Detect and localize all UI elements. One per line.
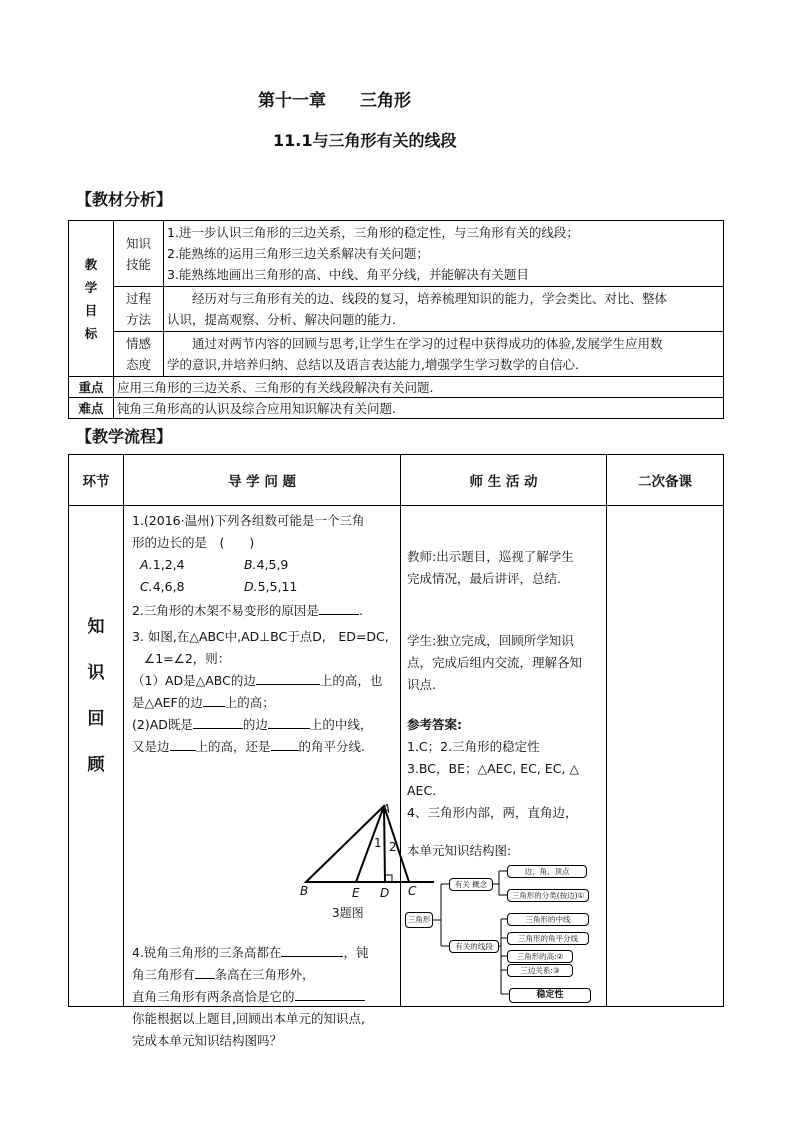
structure-root: 三角形 [405, 912, 433, 928]
fig-label-b: B [300, 884, 309, 898]
fig-label-e: E [352, 886, 360, 900]
process-label: 过程 方法 [114, 287, 164, 332]
key-text: 应用三角形的三边关系、三角形的有关线段解决有关问题. [114, 377, 724, 398]
header-stage: 环节 [69, 455, 124, 506]
activities-cell [401, 506, 607, 1007]
structure-heading: 本单元知识结构图: [407, 843, 512, 858]
knowledge-text: 1.进一步认识三角形的三边关系，三角形的稳定性，与三角形有关的线段； 2.能熟练的运用三角形三边关系解决有关问题； 3.能熟练地画出三角形的高、中线、角平分线，并能解决有关题目 [164, 221, 724, 287]
flow-table [68, 454, 724, 1048]
option-c: C.4,6,8 [140, 579, 185, 594]
flow-heading: 【教学流程】 [76, 427, 173, 446]
reference-answers: 参考答案: 1.C；2.三角形的稳定性 3.BC，BE；△AEC, EC, EC, △ AEC. 4、三角形内部，两，直角边， [407, 717, 579, 820]
structure-stability: 稳定性 [509, 988, 591, 1003]
fig-angle-2: 2 [389, 840, 397, 854]
analysis-heading: 【教材分析】 [76, 190, 173, 209]
attitude-text: 通过对两节内容的回顾与思考,让学生在学习的过程中获得成功的体验,发展学生应用数 学的意识,并培养归纳、总结以及语言表达能力,增强学生学习数学的自信心. [164, 332, 724, 377]
question-1: 1.(2016·温州)下列各组数可能是一个三角 形的边长的是 ( ) A.1,2,4 B.4,5,9 C.4,6,8 D.5,5,11 [132, 510, 364, 598]
knowledge-label: 知识 技能 [114, 221, 164, 287]
structure-median: 三角形的中线 [507, 913, 589, 926]
teacher-activity: 教师:出示题目，巡视了解学生 完成情况，最后讲评，总结. [407, 549, 574, 586]
student-activity: 学生:独立完成，回顾所学知识 点，完成后组内交流，理解各知 识点. [407, 633, 583, 692]
stage-label: 知 识 回 顾 [69, 506, 124, 1007]
fig-angle-1: 1 [374, 836, 382, 850]
structure-side-relation: 三边关系:③ [507, 964, 573, 977]
questions-cell [124, 506, 417, 1048]
process-text: 经历对与三角形有关的边、线段的复习，培养梳理知识的能力，学会类比、对比、整体 认识，提高观察、分析、解决问题的能力. [164, 287, 724, 332]
structure-related-concepts: 有关 概念 [449, 878, 493, 891]
difficulty-text: 钝角三角形高的认识及综合应用知识解决有关问题. [114, 398, 724, 419]
option-a: A.1,2,4 [140, 557, 185, 572]
header-prep: 二次备课 [607, 455, 724, 506]
section-title: 11.1与三角形有关的线段 [273, 131, 457, 150]
header-questions: 导 学 问 题 [124, 455, 401, 506]
option-d: D.5,5,11 [244, 579, 298, 594]
structure-bisector: 三角形的角平分线 [507, 932, 589, 945]
question-2: 2.三角形的木架不易变形的原因是 . [132, 600, 363, 622]
difficulty-label: 难点 [69, 398, 114, 419]
option-b: B.4,5,9 [244, 557, 289, 572]
question-3: 3. 如图,在△ABC中,AD⊥BC于点D, ED=DC, ∠1=∠2，则： （1）AD是△ABC的边 上的高，也 是△AEF的边 上的高； (2)AD既是 的边 上的中线， 又是边 上的高，还是 的角平分线. [132, 629, 389, 754]
attitude-label: 情感 态度 [114, 332, 164, 377]
chapter-title: 第十一章 三角形 [258, 91, 411, 111]
fig-label-d: D [380, 886, 390, 900]
structure-sides-angles: 边、角、顶点 [507, 865, 587, 878]
structure-related-lines: 有关的线段 [449, 940, 499, 953]
fig-label-c: C [408, 884, 417, 898]
figure-caption: 3题图 [332, 906, 364, 920]
second-prep-cell [607, 506, 724, 1007]
header-activities: 师 生 活 动 [401, 455, 607, 506]
fig-label-a: A [382, 802, 391, 816]
analysis-table [68, 220, 724, 419]
structure-altitude: 三角形的高:② [507, 950, 573, 963]
structure-classification: 三角形的分类(按边)① [507, 889, 589, 902]
question-4: 4.锐角三角形的三条高都在 ，钝 角三角形有 条高在三角形外， 直角三角形有两条高恰是它的 你能根据以上题目,回顾出本单元的知识点, 完成本单元知识结构图吗？ [132, 942, 398, 1052]
goal-label: 教 学 目 标 [69, 221, 114, 377]
key-label: 重点 [69, 377, 114, 398]
